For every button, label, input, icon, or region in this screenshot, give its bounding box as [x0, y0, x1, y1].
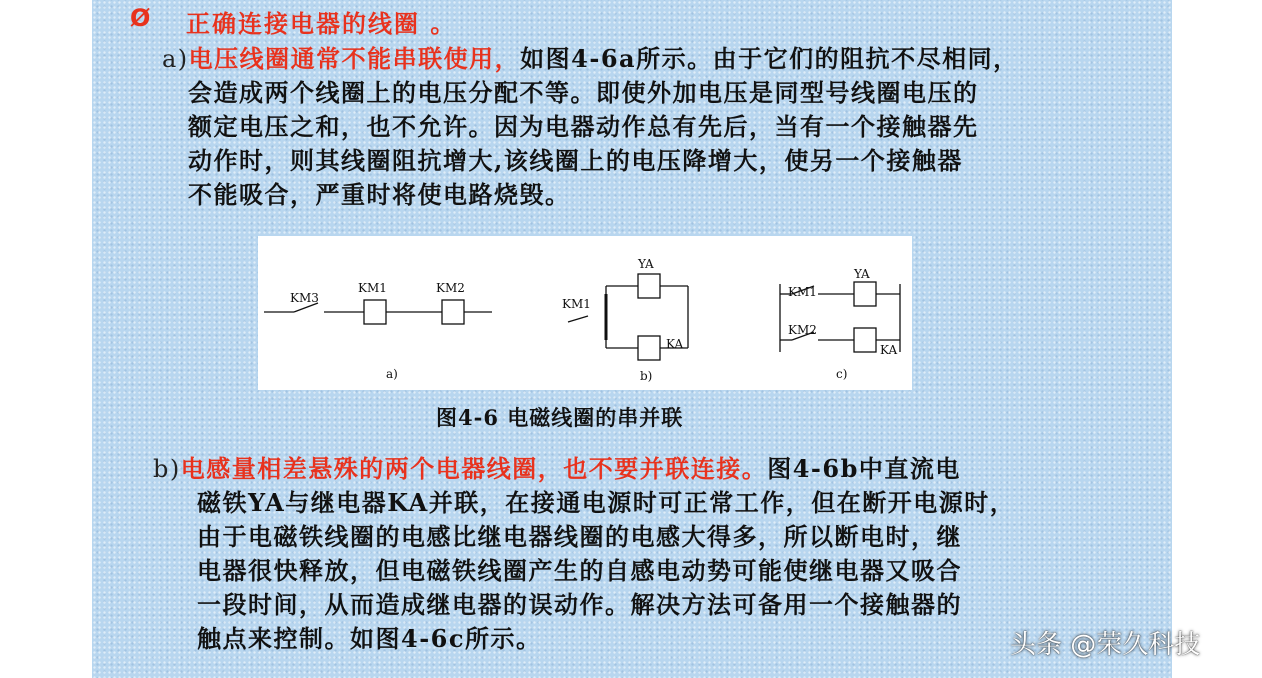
label-km1-c: KM1: [788, 285, 817, 299]
circuit-c: [780, 267, 900, 381]
paragraph-b-line-2: 磁铁YA与继电器KA并联，在接通电源时可正常工作，但在断开电源时，: [197, 488, 1016, 517]
circuit-figure: [258, 236, 912, 390]
figure-caption: 图4-6 电磁线圈的串并联: [436, 405, 684, 430]
label-km2-c: KM2: [788, 323, 817, 337]
paragraph-a-line-5: 不能吸合，严重时将使电路烧毁。: [188, 180, 571, 209]
paragraph-b-line-3: 由于电磁铁线圈的电感比继电器线圈的电感大得多，所以断电时，继: [197, 522, 962, 551]
sublabel-c: c): [836, 367, 848, 381]
paragraph-a-line-2: 会造成两个线圈上的电压分配不等。即使外加电压是同型号线圈电压的: [188, 78, 979, 107]
paragraph-a-marker: a): [162, 45, 189, 73]
section-heading: 正确连接电器的线圈 。: [186, 9, 457, 38]
paragraph-b-line-1-rest: 图4-6b中直流电: [767, 454, 961, 483]
paragraph-b-line-1: [153, 452, 1015, 486]
paragraph-b-line-5: 一段时间，从而造成继电器的误动作。解决方法可备用一个接触器的: [197, 590, 962, 619]
label-ya-b: YA: [638, 257, 654, 271]
label-ka-c: KA: [880, 343, 898, 357]
paragraph-b-marker: b): [153, 455, 181, 483]
paragraph-a-highlight: 电压线圈通常不能串联使用，: [188, 44, 521, 73]
bullet-symbol: Ø: [130, 4, 151, 32]
paragraph-b-line-6: 触点来控制。如图4-6c所示。: [197, 624, 542, 653]
paragraph-a-line-1: [162, 42, 1019, 76]
paragraph-a-line-3: 额定电压之和，也不允许。因为电器动作总有先后，当有一个接触器先: [188, 112, 979, 141]
label-km1-b: KM1: [562, 297, 591, 311]
paragraph-b: [153, 452, 1015, 656]
circuit-a: [264, 281, 492, 381]
sublabel-b: b): [640, 369, 653, 383]
paragraph-a: [162, 42, 1019, 212]
label-ka-b: KA: [666, 337, 684, 351]
watermark: 头条 @荣久科技: [1010, 630, 1201, 660]
label-ya-c: YA: [854, 267, 870, 281]
circuit-b: [562, 257, 688, 383]
sublabel-a: a): [386, 367, 398, 381]
paragraph-b-highlight: 电感量相差悬殊的两个电器线圈，也不要并联连接。: [180, 454, 768, 483]
paragraph-a-line-4: 动作时，则其线圈阻抗增大,该线圈上的电压降增大，使另一个接触器: [188, 146, 963, 175]
paragraph-a-line-1-rest: 如图4-6a所示。由于它们的阻抗不尽相同，: [520, 44, 1019, 73]
label-km2-a: KM2: [436, 281, 465, 295]
paragraph-b-line-4: 电器很快释放，但电磁铁线圈产生的自感电动势可能使继电器又吸合: [197, 556, 962, 585]
label-km1-a: KM1: [358, 281, 387, 295]
label-km3-a: KM3: [290, 291, 319, 305]
